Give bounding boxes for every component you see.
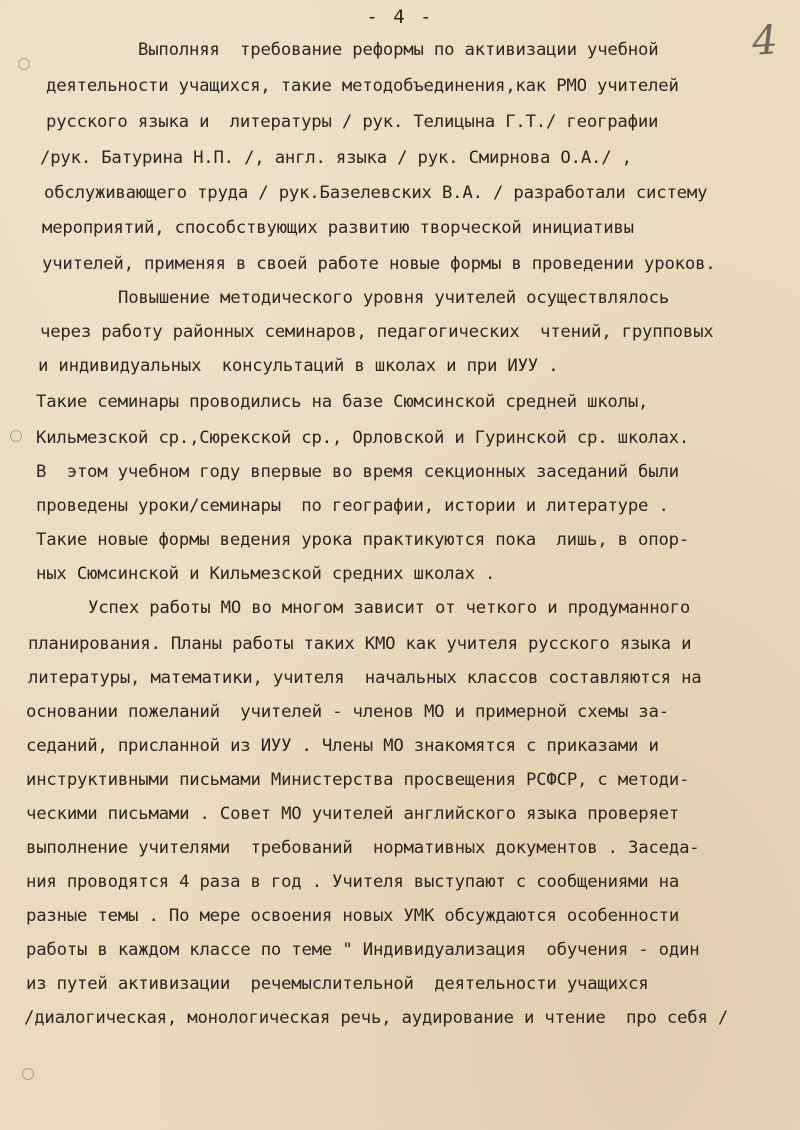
text-line: обслуживающего труда / рук.Базелевских В.А. / разработали систему [44,183,708,203]
text-line: инструктивными письмами Министерства просвещения РСФСР, с методи- [26,770,690,790]
text-line: Повышение методического уровня учителей осуществлялось [118,288,670,308]
text-line: мероприятий, способствующих развитию творческой инициативы [42,218,634,238]
text-line: и индивидуальных консультаций в школах и при ИУУ . [38,356,559,376]
text-line: Кильмезской ср.,Сюрекской ср., Орловской и Гуринской ср. школах. [36,428,690,448]
text-line: /диалогическая, монологическая речь, аудирование и чтение про себя / [24,1008,729,1028]
text-line: основании пожеланий учителей - членов МО и примерной схемы за- [26,702,669,722]
text-line: учителей, применяя в своей работе новые формы в проведении уроков. [42,254,716,274]
text-line: ческими письмами . Совет МО учителей английского языка проверяет [26,804,680,824]
text-line: Такие семинары проводились на базе Сюмсинской средней школы, [36,392,649,412]
text-line: Такие новые формы ведения урока практикуются пока лишь, в опор- [36,530,690,550]
text-line: деятельности учащихся, такие методобъединения,как РМО учителей [46,76,679,96]
text-line: литературы, математики, учителя начальных классов составляются на [28,668,702,688]
page-number: - 4 - [366,6,434,28]
text-line: планирования. Планы работы таких КМО как учителя русского языка и [28,634,692,654]
text-line: русского языка и литературы / рук. Телицына Г.Т./ географии [46,112,659,132]
text-line: разные темы . По мере освоения новых УМК обсуждаются особенности [26,906,680,926]
text-line: выполнение учителями требований нормативных документов . Заседа- [26,838,700,858]
text-line: /рук. Батурина Н.П. /, англ. языка / рук. Смирнова О.А./ , [40,148,632,168]
text-line: седаний, присланной из ИУУ . Члены МО знакомятся с приказами и [26,736,659,756]
text-line: из путей активизации речемыслительной деятельности учащихся [26,974,649,994]
text-line: Выполняя требование реформы по активизации учебной [138,40,659,60]
text-line: В этом учебном году впервые во время секционных заседаний были [36,462,679,482]
text-line: ния проводятся 4 раза в год . Учителя выступают с сообщениями на [26,872,680,892]
text-line: проведены уроки/семинары по географии, истории и литературе . [36,496,669,516]
handwritten-page-mark: 4 [750,17,780,65]
text-line: работы в каждом классе по теме " Индивидуализация обучения - один [26,940,700,960]
text-line: Успех работы МО во многом зависит от четкого и продуманного [88,598,691,618]
text-line: ных Сюмсинской и Кильмезской средних школах . [36,564,496,584]
text-line: через работу районных семинаров, педагогических чтений, групповых [40,322,714,342]
